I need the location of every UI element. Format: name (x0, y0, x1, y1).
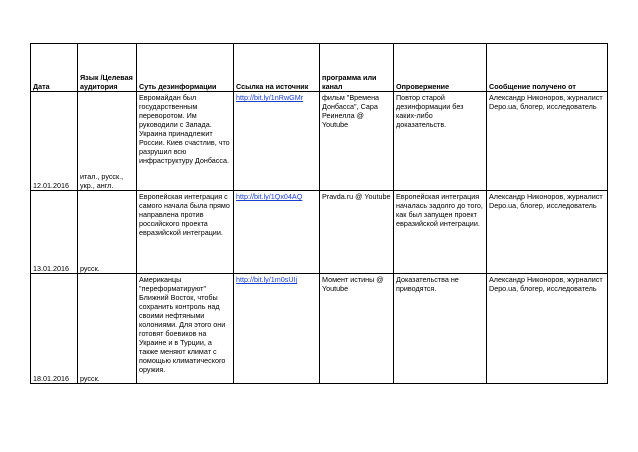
essence-cell: Европейская интеграция с самого начала была прямо направлена против российского проекта евразийской интеграции. (137, 191, 234, 274)
table-row (31, 191, 608, 274)
header-row (31, 44, 608, 92)
audience-cell: итал., русск., укр., англ. (78, 92, 137, 191)
table-row (31, 274, 608, 384)
table-row (31, 92, 608, 191)
rebuttal-cell: Европейская интеграция началась задолго до того, как был запущен проект евразийской интеграции. (394, 191, 487, 274)
reported-by-cell: Александр Никоноров, журналист Depo.ua, блогер, исследователь (487, 274, 608, 384)
essence-cell: Евромайдан был государственным переворотом. Им руководили с Запада. Украина принадлежит России. Киев счастлив, что разрушил всю инфраструктуру Донбасса. (137, 92, 234, 191)
rebuttal-cell: Повтор старой дезинформации без каких-либо доказательств. (394, 92, 487, 191)
source-link[interactable]: http://bit.ly/1m0sUIj (236, 275, 298, 284)
source-cell (234, 274, 320, 384)
source-cell (234, 191, 320, 274)
source-link[interactable]: http://bit.ly/1nRwGMr (236, 93, 304, 102)
header-date: Дата (31, 44, 78, 92)
source-cell (234, 92, 320, 191)
audience-cell: русск. (78, 274, 137, 384)
header-channel: программа или канал (320, 44, 394, 92)
header-audience: Язык /Целевая аудитория (78, 44, 137, 92)
audience-cell: русск. (78, 191, 137, 274)
date-cell: 12.01.2016 (31, 92, 78, 191)
date-cell: 18.01.2016 (31, 274, 78, 384)
channel-cell: Pravda.ru @ Youtube (320, 191, 394, 274)
date-cell: 13.01.2016 (31, 191, 78, 274)
essence-cell: Американцы "переформатируют" Ближний Восток, чтобы сохранить контроль над своими нефтяными колониями. Для этого они готовят боевиков на Украине и в Турции, а также меняют климат с помощью климатического оружия. (137, 274, 234, 384)
disinformation-table (30, 43, 608, 384)
channel-cell: Момент истины @ Youtube (320, 274, 394, 384)
reported-by-cell: Александр Никоноров, журналист Depo.ua, блогер, исследователь (487, 92, 608, 191)
source-link[interactable]: http://bit.ly/1Qx04AQ (236, 192, 303, 201)
rebuttal-cell: Доказательства не приводятся. (394, 274, 487, 384)
header-rebuttal: Опровержение (394, 44, 487, 92)
channel-cell: фильм "Времена Донбасса", Сара Реинелла @ Youtube (320, 92, 394, 191)
header-source: Ссылка на источник (234, 44, 320, 92)
header-essence: Суть дезинформации (137, 44, 234, 92)
header-reported-by: Сообщение получено от (487, 44, 608, 92)
reported-by-cell: Александр Никоноров, журналист Depo.ua, блогер, исследователь (487, 191, 608, 274)
